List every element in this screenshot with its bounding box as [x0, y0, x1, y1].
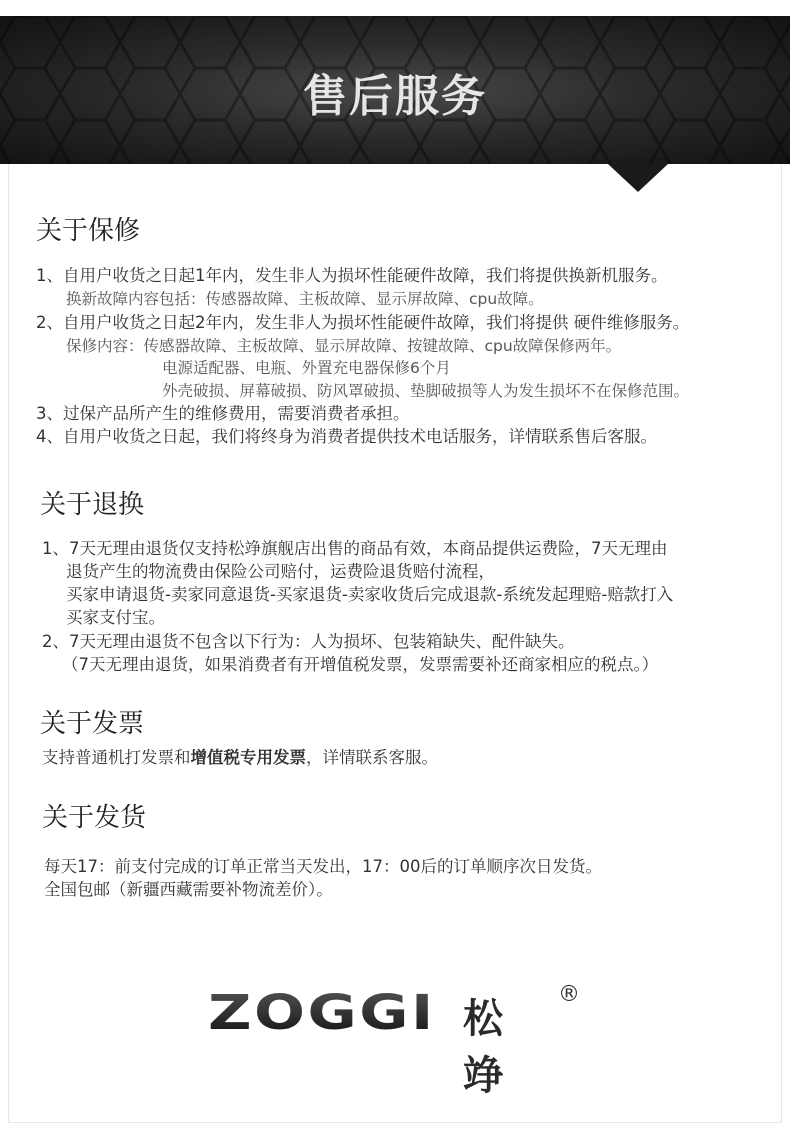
warranty-line-1-detail: 换新故障内容包括：传感器故障、主板故障、显示屏故障、cpu故障。: [66, 290, 544, 308]
top-margin: [0, 0, 790, 16]
warranty-line-2-detail: 保修内容：传感器故障、主板故障、显示屏故障、按键故障、cpu故障保修两年。: [66, 337, 622, 355]
returns-line-process: 买家申请退货-卖家同意退货-买家退货-卖家收货后完成退款-系统发起理赔-赔款打入: [66, 585, 674, 604]
logo-latin: ZOGGI: [208, 985, 436, 1041]
returns-line-1-cont: 退货产生的物流费由保险公司赔付，运费险退货赔付流程，: [66, 562, 495, 581]
registered-mark: ®: [558, 982, 580, 1007]
warranty-line-4: 4、自用户收货之日起，我们将终身为消费者提供技术电话服务，详情联系售后客服。: [36, 427, 657, 446]
page-title: 售后服务: [303, 71, 487, 122]
returns-line-1: 1、7天无理由退货仅支持松竫旗舰店出售的商品有效，本商品提供运费险，7天无理由: [42, 539, 668, 558]
returns-line-2: 2、7天无理由退货不包含以下行为：人为损坏、包装箱缺失、配件缺失。: [42, 632, 575, 651]
invoice-text-bold: 增值税专用发票: [190, 748, 306, 767]
returns-line-process-end: 买家支付宝。: [66, 608, 165, 627]
logo-chinese: 松竫: [463, 996, 506, 1099]
warranty-line-2: 2、自用户收货之日起2年内，发生非人为损坏性能硬件故障，我们将提供 硬件维修服务。: [36, 313, 690, 332]
section-title-returns: 关于退换: [40, 490, 145, 520]
invoice-text-after: ，详情联系客服。: [306, 748, 438, 767]
invoice-text-before: 支持普通机打发票和: [42, 748, 191, 767]
warranty-line-3: 3、过保产品所产生的维修费用，需要消费者承担。: [36, 404, 410, 423]
warranty-line-2-exclusion: 外壳破损、屏幕破损、防风罩破损、垫脚破损等人为发生损坏不在保修范围。: [162, 382, 690, 400]
section-title-warranty: 关于保修: [36, 216, 141, 246]
invoice-text: [42, 747, 438, 769]
returns-line-note: （7天无理由退货，如果消费者有开增值税发票，发票需要补还商家相应的税点。）: [62, 655, 659, 674]
warranty-line-2-power: 电源适配器、电瓶、外置充电器保修6个月: [162, 359, 451, 377]
header-banner: [0, 16, 790, 164]
shipping-line-1: 每天17：前支付完成的订单正常当天发出，17：00后的订单顺序次日发货。: [44, 857, 602, 876]
section-title-invoice: 关于发票: [40, 709, 145, 739]
warranty-line-1: 1、自用户收货之日起1年内，发生非人为损坏性能硬件故障，我们将提供换新机服务。: [36, 266, 668, 285]
section-title-shipping: 关于发货: [42, 803, 147, 833]
shipping-line-2: 全国包邮（新疆西藏需要补物流差价）。: [44, 880, 333, 899]
